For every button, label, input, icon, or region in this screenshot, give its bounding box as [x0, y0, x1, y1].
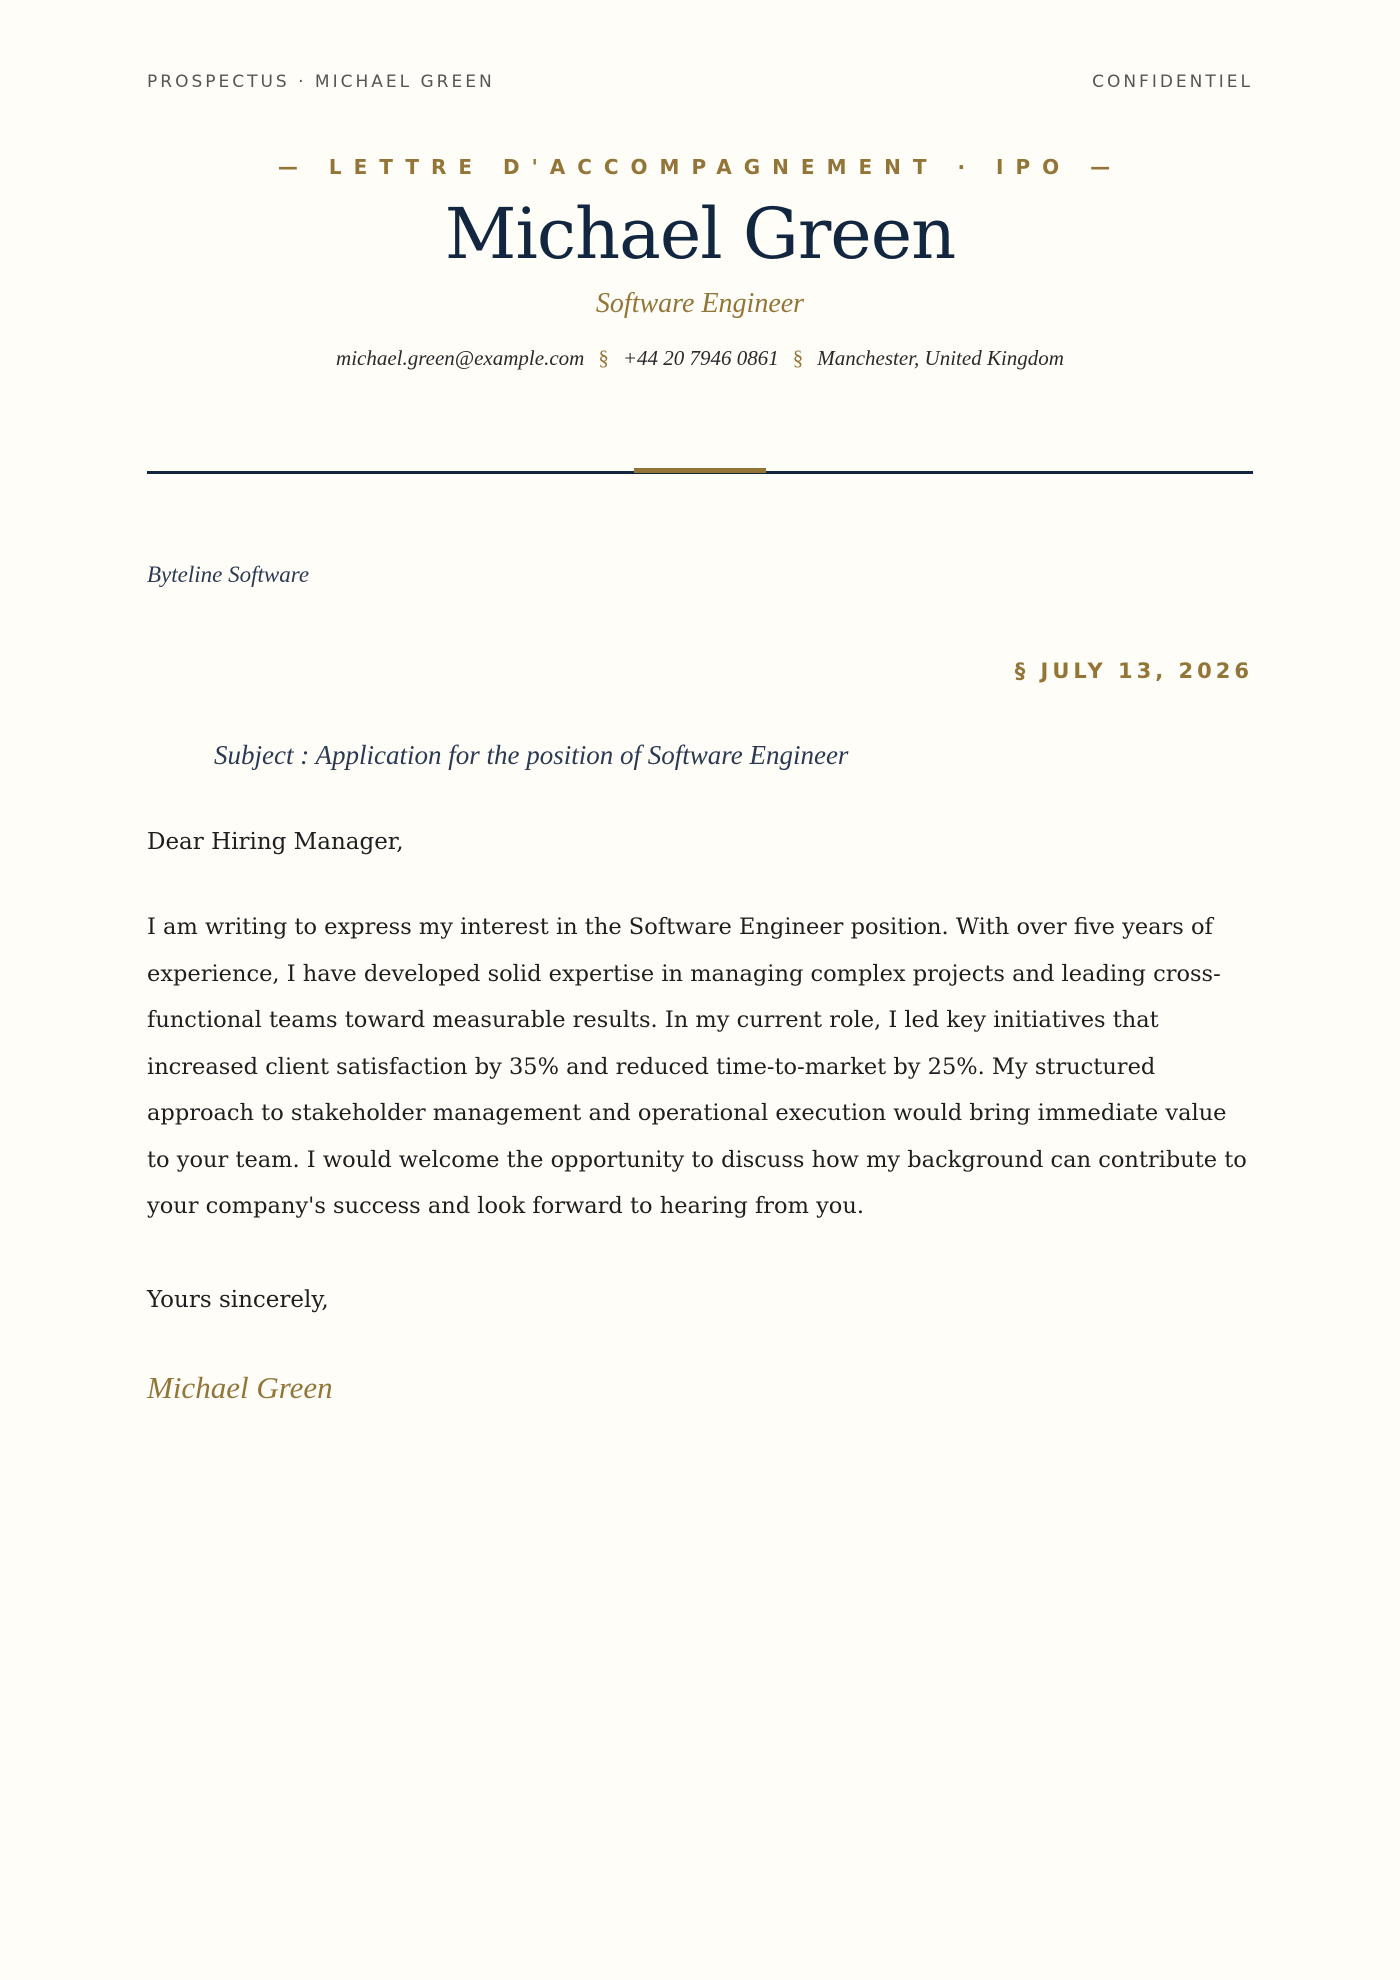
- document-kicker: — LETTRE D'ACCOMPAGNEMENT · IPO —: [277, 155, 1123, 179]
- letter-greeting: Dear Hiring Manager,: [147, 829, 404, 855]
- running-header-right: CONFIDENTIEL: [1092, 72, 1253, 92]
- signature: Michael Green: [147, 1370, 333, 1405]
- contact-location: Manchester, United Kingdom: [817, 346, 1064, 370]
- applicant-name: Michael Green: [444, 193, 956, 275]
- running-header-left: PROSPECTUS · MICHAEL GREEN: [147, 72, 495, 92]
- letter-date: § JULY 13, 2026: [1014, 659, 1253, 683]
- contact-phone: +44 20 7946 0861: [622, 346, 779, 370]
- recipient-company: Byteline Software: [147, 562, 310, 587]
- header-divider-accent: [634, 468, 766, 473]
- section-separator-icon: §: [598, 346, 609, 370]
- contact-email: michael.green@example.com: [336, 346, 585, 370]
- letter-closing: Yours sincerely,: [147, 1287, 329, 1313]
- letter-body: I am writing to express my interest in the Software Engineer position. With over five years of experience, I have developed solid expertise in managing complex projects and leading cross-functional teams toward measurable results. In my current role, I led key initiatives that increased client satisfaction by 35% and reduced time-to-market by 25%. My structured approach to stakeholder management and operational execution would bring immediate value to your team. I would welcome the opportunity to discuss how my background can contribute to your company's success and look forward to hearing from you.: [147, 914, 1247, 1219]
- masthead: [147, 152, 1253, 372]
- letter-subject: Subject : Application for the position of Software Engineer: [214, 740, 849, 770]
- running-header: [147, 72, 1253, 92]
- contact-line: [147, 344, 1253, 372]
- applicant-role: Software Engineer: [595, 288, 805, 319]
- section-separator-icon: §: [792, 346, 804, 370]
